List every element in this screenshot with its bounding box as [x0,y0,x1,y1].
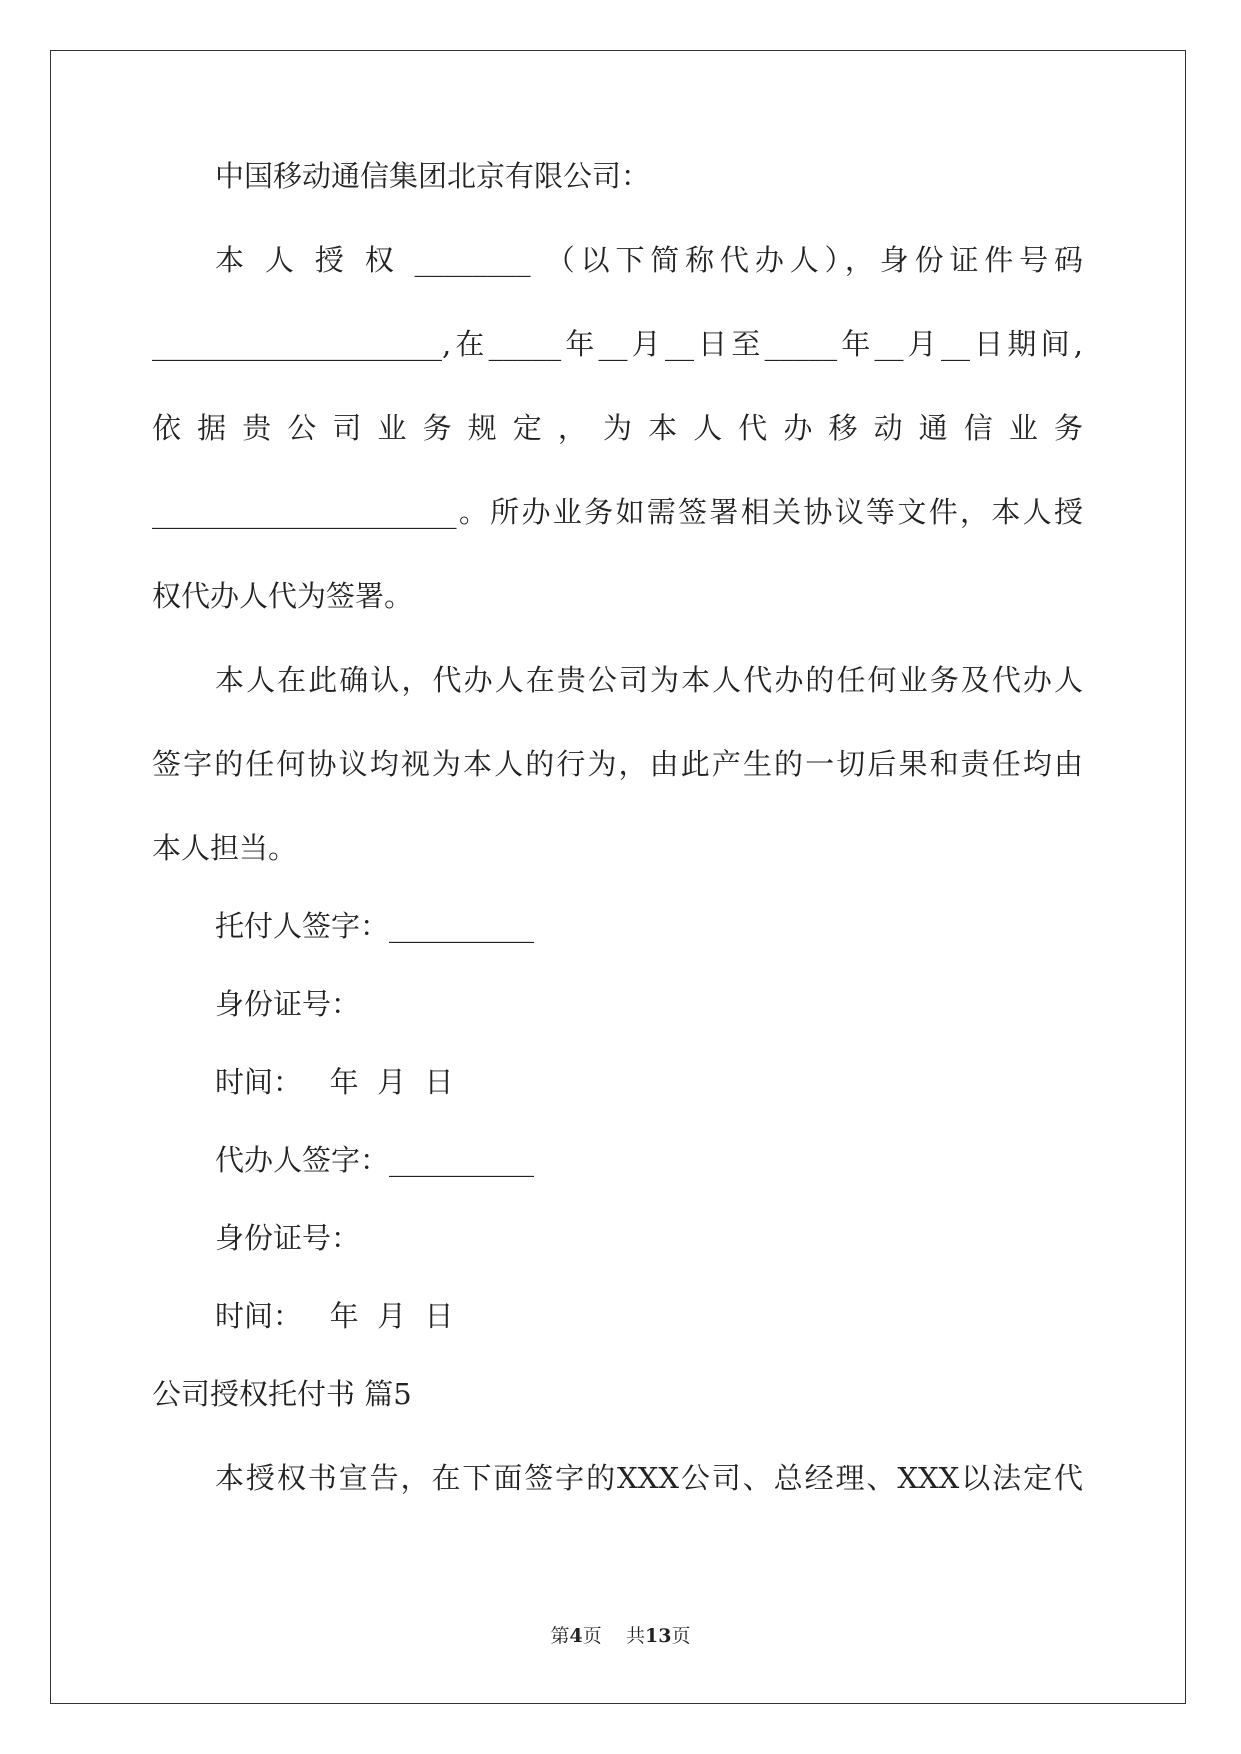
authorization-line-1: 本 人 授 权 ________ （以下简称代办人），身份证件号码 [215,243,1083,277]
agent-date-line: 时间： 年 月 日 [215,1299,454,1333]
confirmation-line-2: 签字的任何协议均视为本人的行为，由此产生的一切后果和责任均由 [152,747,1083,781]
footer-total-pages: 13 [644,1625,672,1647]
footer-total-prefix: 共 [625,1625,645,1647]
confirmation-line-1: 本人在此确认，代办人在贵公司为本人代办的任何业务及代办人 [215,663,1083,697]
footer-prefix: 第 [550,1625,570,1647]
footer-page-number: 4 [569,1625,583,1647]
authorization-line-2: ____________________,在_____年__月__日至_____年__月__日期间, [152,327,1083,361]
authorization-line-4: _____________________。所办业务如需签署相关协议等文件，本人授 [152,495,1083,529]
declaration-line-1: 本授权书宣告，在下面签字的XXX公司、总经理、XXX以法定代 [215,1461,1083,1495]
principal-signature-line: 托付人签字：__________ [215,909,535,943]
principal-date-line: 时间： 年 月 日 [215,1065,454,1099]
agent-signature-line: 代办人签字：__________ [215,1143,535,1177]
page-border [50,50,1186,1704]
footer-page-suffix: 页 [582,1625,602,1647]
section-heading: 公司授权托付书 篇5 [152,1377,412,1411]
page-footer [0,1624,1241,1648]
principal-id-line: 身份证号： [215,987,361,1021]
footer-total-suffix: 页 [671,1625,691,1647]
authorization-line-3: 依据贵公司业务规定，为本人代办移动通信业务 [152,411,1083,445]
authorization-line-5: 权代办人代为签署。 [152,579,414,613]
confirmation-line-3: 本人担当。 [152,831,298,865]
addressee-line: 中国移动通信集团北京有限公司： [215,159,651,193]
agent-id-line: 身份证号： [215,1221,361,1255]
